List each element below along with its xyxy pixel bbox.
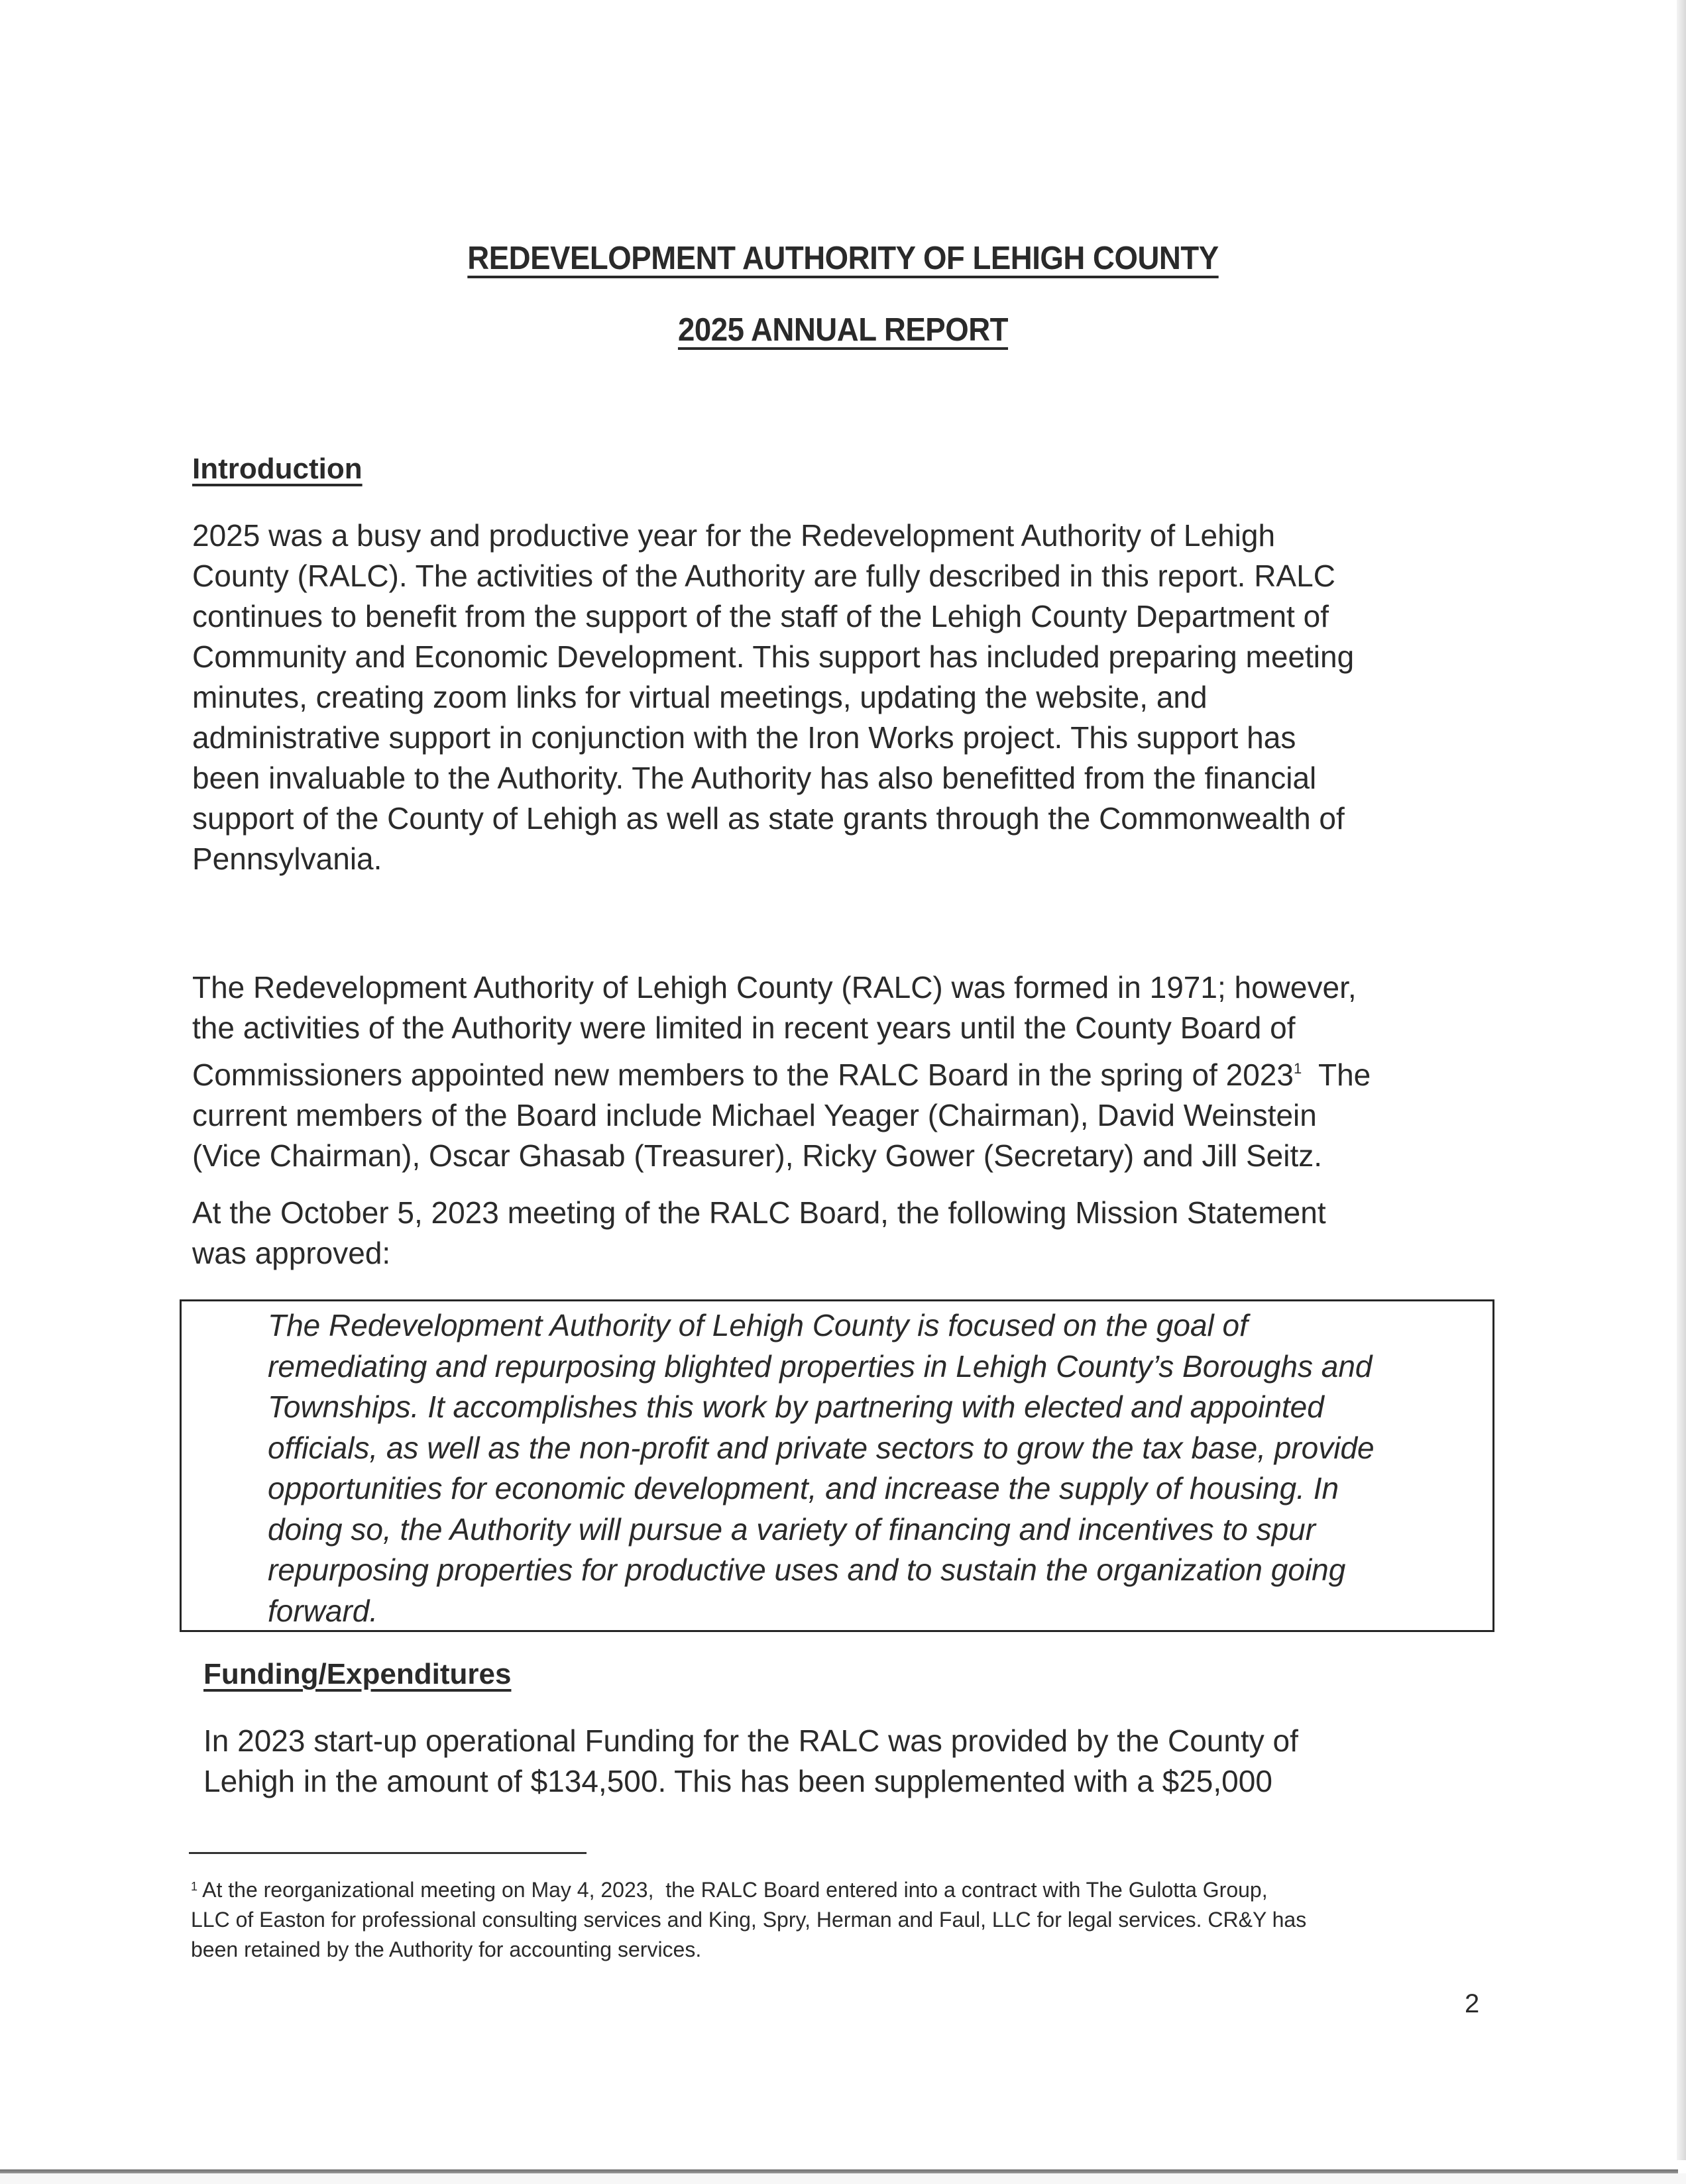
section-heading-funding: Funding/Expenditures xyxy=(203,1658,512,1690)
text-segment: Commissioners appointed new members to the RALC Board in the spring of 2023 xyxy=(192,1058,1294,1092)
text-line-with-footnote xyxy=(192,1048,1504,1095)
text-line: County (RALC). The activities of the Authority are fully described in this report. RALC xyxy=(192,559,1335,593)
funding-paragraph xyxy=(203,1721,1516,1802)
page-number: 2 xyxy=(1465,1989,1480,2018)
text-line: been invaluable to the Authority. The Authority has also benefitted from the financial xyxy=(192,761,1317,795)
text-line: administrative support in conjunction with the Iron Works project. This support has xyxy=(192,720,1296,755)
footnote-line: been retained by the Authority for accounting services. xyxy=(191,1938,702,1961)
history-paragraph xyxy=(192,967,1504,1176)
section-heading-introduction: Introduction xyxy=(192,453,363,485)
footnote-marker: 1 xyxy=(191,1880,198,1893)
mission-intro-paragraph xyxy=(192,1193,1504,1274)
text-segment: At the reorganizational meeting on May 4, 2023, the RALC Board entered into a contract with The Gulotta Group, xyxy=(197,1878,1268,1902)
scan-background xyxy=(0,2173,1686,2184)
text-line: support of the County of Lehigh as well as state grants through the Commonwealth of xyxy=(192,801,1345,836)
footnote-line: LLC of Easton for professional consulting services and King, Spry, Herman and Faul, LLC for legal services. CR&Y has xyxy=(191,1908,1307,1932)
text-line: repurposing properties for productive uses and to sustain the organization going xyxy=(268,1553,1346,1587)
text-line: opportunities for economic development, and increase the supply of housing. In xyxy=(268,1471,1339,1505)
text-line: The Redevelopment Authority of Lehigh County is focused on the goal of xyxy=(268,1308,1248,1342)
text-line: 2025 was a busy and productive year for the Redevelopment Authority of Lehigh xyxy=(192,518,1276,553)
text-line: Lehigh in the amount of $134,500. This has been supplemented with a $25,000 xyxy=(203,1764,1272,1798)
text-line: minutes, creating zoom links for virtual meetings, updating the website, and xyxy=(192,680,1208,714)
text-line: At the October 5, 2023 meeting of the RALC Board, the following Mission Statement xyxy=(192,1195,1326,1230)
text-line: doing so, the Authority will pursue a variety of financing and incentives to spur xyxy=(268,1511,1316,1547)
text-line: the activities of the Authority were limited in recent years until the County Board of xyxy=(192,1010,1296,1045)
scan-shadow-right xyxy=(1677,0,1686,2160)
text-line: was approved: xyxy=(192,1236,391,1270)
footnote-separator xyxy=(189,1852,587,1854)
text-line: (Vice Chairman), Oscar Ghasab (Treasurer), Ricky Gower (Secretary) and Jill Seitz. xyxy=(192,1138,1323,1173)
text-line: current members of the Board include Michael Yeager (Chairman), David Weinstein xyxy=(192,1098,1317,1132)
footnote-line xyxy=(191,1872,1306,1905)
text-line: continues to benefit from the support of the staff of the Lehigh County Department of xyxy=(192,599,1329,633)
text-line: In 2023 start-up operational Funding for the RALC was provided by the County of xyxy=(203,1723,1298,1758)
text-line: remediating and repurposing blighted properties in Lehigh County’s Boroughs and xyxy=(268,1348,1373,1384)
footnote-reference[interactable]: 1 xyxy=(1293,1060,1302,1077)
text-line: Townships. It accomplishes this work by partnering with elected and appointed xyxy=(268,1390,1324,1424)
mission-statement-text xyxy=(268,1305,1375,1631)
report-title-year: 2025 ANNUAL REPORT xyxy=(677,312,1009,348)
text-line: officials, as well as the non-profit and private sectors to grow the tax base, provide xyxy=(268,1430,1375,1465)
text-line: forward. xyxy=(268,1593,378,1628)
text-line: Pennsylvania. xyxy=(192,842,382,876)
mission-statement-box xyxy=(180,1299,1494,1632)
footnote xyxy=(191,1872,1306,1965)
text-segment: The xyxy=(1302,1058,1371,1092)
text-line: The Redevelopment Authority of Lehigh County (RALC) was formed in 1971; however, xyxy=(192,970,1357,1005)
text-line: Community and Economic Development. This support has included preparing meeting xyxy=(192,639,1355,674)
introduction-paragraph xyxy=(192,516,1504,879)
report-title-organization: REDEVELOPMENT AUTHORITY OF LEHIGH COUNTY xyxy=(467,241,1219,276)
